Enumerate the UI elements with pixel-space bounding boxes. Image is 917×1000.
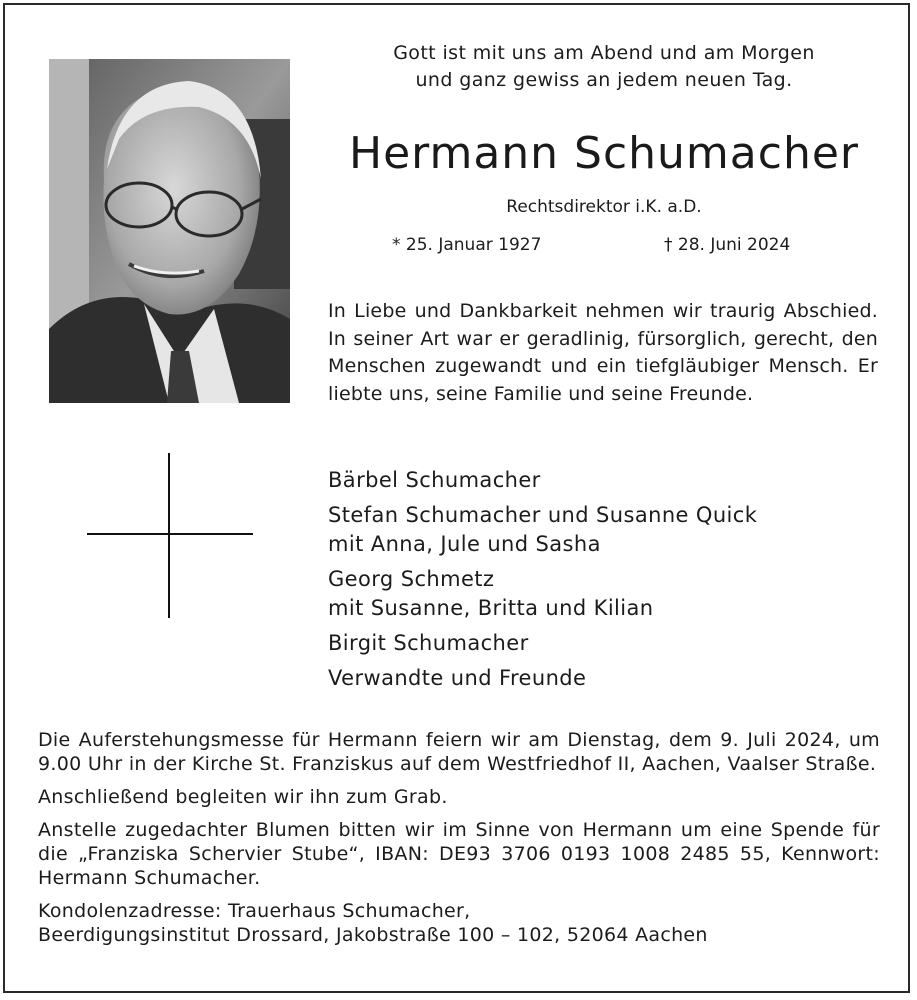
motto-line: Gott ist mit uns am Abend und am Morgen — [393, 42, 815, 64]
mourners-list — [328, 466, 888, 699]
condolence-line: Kondolenzadresse: Trauerhaus Schumacher, — [38, 900, 471, 922]
mourner-entry — [328, 466, 888, 495]
motto-line: und ganz gewiss an jedem neuen Tag. — [415, 69, 793, 91]
deceased-title: Rechtsdirektor i.K. a.D. — [506, 197, 702, 217]
deceased-name: Hermann Schumacher — [348, 128, 859, 179]
cross-icon — [168, 453, 170, 618]
mourner-entry — [328, 501, 888, 559]
tribute-text: In Liebe und Dankbarkeit nehmen wir traurig Abschied. In seiner Art war er geradlinig, fürsorglich, gerecht, den Menschen zugewandt und ein tiefgläubiger Mensch. Er liebte uns, seine Familie und seine Freunde. — [328, 300, 878, 405]
mourner-name: Stefan Schumacher und Susanne Quick — [328, 503, 758, 527]
donation-request: Anstelle zugedachter Blumen bitten wir im Sinne von Hermann um eine Spende für die „Franziska Schervier Stube“, IBAN: DE93 3706 0193 1008 2485 55, Kennwort: Hermann Schumacher. — [38, 819, 880, 889]
mourner-name: Verwandte und Freunde — [328, 666, 587, 690]
birth-date: * 25. Januar 1927 — [392, 235, 542, 255]
condolence-line: Beerdigungsinstitut Drossard, Jakobstraße 100 – 102, 52064 Aachen — [38, 924, 708, 946]
death-date: † 28. Juni 2024 — [664, 235, 791, 255]
burial-note: Anschließend begleiten wir ihn zum Grab. — [38, 786, 448, 808]
mass-announcement: Die Auferstehungsmesse für Hermann feiern wir am Dienstag, dem 9. Juli 2024, um 9.00 Uhr in der Kirche St. Franziskus auf dem Westfriedhof II, Aachen, Vaalser Straße. — [38, 729, 880, 775]
service-information — [38, 728, 880, 947]
mourner-entry — [328, 664, 888, 693]
condolence-address — [38, 899, 880, 947]
mourner-entry — [328, 629, 888, 658]
mourner-family: mit Susanne, Britta und Kilian — [328, 596, 654, 620]
mourner-name: Georg Schmetz — [328, 567, 495, 591]
mourner-family: mit Anna, Jule und Sasha — [328, 532, 601, 556]
mourner-name: Birgit Schumacher — [328, 631, 529, 655]
mourner-entry — [328, 565, 888, 623]
cross-icon — [87, 533, 253, 535]
motto — [330, 40, 878, 94]
mourner-name: Bärbel Schumacher — [328, 468, 541, 492]
portrait-photo — [49, 59, 290, 403]
